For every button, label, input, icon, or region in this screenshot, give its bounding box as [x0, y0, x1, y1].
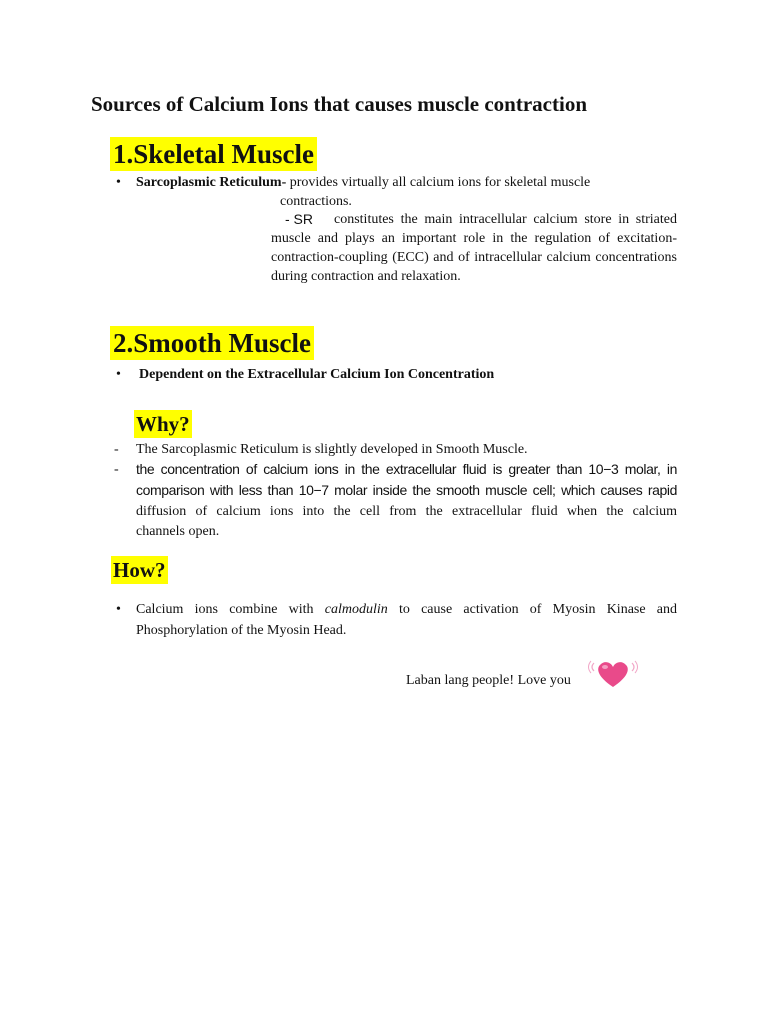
bullet-rest: provides virtually all calcium ions for skeletal muscle [286, 175, 591, 190]
how-label: How? [113, 558, 166, 582]
section-heading-skeletal: 1.Skeletal Muscle [110, 137, 317, 171]
signoff-text: Laban lang people! Love you [406, 673, 571, 688]
skeletal-bullet-continuation: contractions. [280, 194, 352, 209]
why-item-2-line-3: diffusion of calcium ions into the cell from the extracellular fluid when the calcium [136, 504, 677, 519]
note-line-2: muscle and plays an important role in the regulation of excitation- [271, 231, 677, 246]
why-item-2-line-1: the concentration of calcium ions in the extracellular fluid is greater than 10−3 molar, in [136, 461, 677, 477]
note-line-3: contraction-coupling (ECC) and of intracellular calcium concentrations [271, 250, 677, 265]
how-post: to cause activation of Myosin Kinase and [387, 602, 677, 617]
section-heading-smooth: 2.Smooth Muscle [110, 326, 314, 360]
how-line-1 [136, 600, 677, 619]
heart-icon [588, 655, 638, 691]
bullet-term: Sarcoplasmic Reticulum- [136, 175, 287, 190]
why-item-1: The Sarcoplasmic Reticulum is slightly developed in Smooth Muscle. [136, 442, 528, 457]
how-line-2: Phosphorylation of the Myosin Head. [136, 623, 347, 638]
how-pre: Calcium ions combine with [136, 602, 325, 617]
bullet-marker: • [116, 602, 121, 617]
why-label: Why? [136, 412, 190, 436]
bullet-marker: • [116, 175, 121, 190]
dash-marker: - [114, 462, 119, 477]
skeletal-bullet-text [136, 173, 590, 192]
note-line-1: constitutes the main intracellular calcium store in striated [334, 212, 677, 227]
why-item-2-line-4: channels open. [136, 524, 220, 539]
dash-marker: - [114, 442, 119, 457]
smooth-bullet-text: Dependent on the Extracellular Calcium Ion Concentration [139, 367, 495, 382]
note-line-4: during contraction and relaxation. [271, 269, 461, 284]
page-title: Sources of Calcium Ions that causes muscle contraction [91, 92, 588, 116]
bullet-marker: • [116, 367, 121, 382]
note-dash-sr: - SR [285, 211, 313, 227]
why-item-2-line-2: comparison with less than 10−7 molar inside the smooth muscle cell; which causes rapid [136, 482, 677, 498]
calmodulin-term: calmodulin [324, 602, 388, 617]
